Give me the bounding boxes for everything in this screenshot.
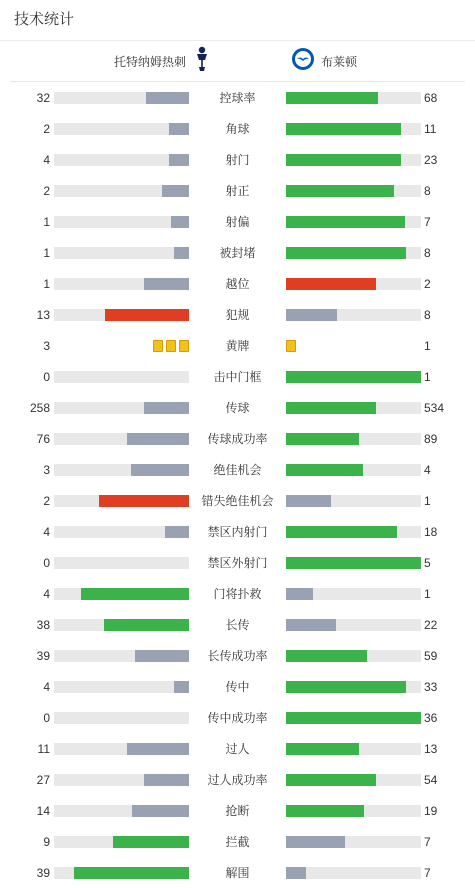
away-value: 8 [424, 184, 431, 198]
yellow-card-icon [179, 340, 189, 352]
away-bar-fill [286, 185, 394, 197]
stat-label: 射正 [225, 184, 250, 198]
home-bar-fill [127, 743, 189, 755]
home-value: 13 [36, 308, 50, 322]
home-value: 1 [43, 277, 50, 291]
away-bar-fill [286, 526, 397, 538]
stat-row [0, 338, 475, 354]
home-bar-fill [131, 464, 189, 476]
home-value: 32 [36, 91, 50, 105]
home-bar-track [54, 681, 189, 693]
stat-label: 击中门框 [213, 370, 262, 384]
home-bar-track [54, 867, 189, 879]
stat-row [0, 803, 475, 819]
home-value: 258 [29, 401, 50, 415]
away-bar-fill [286, 495, 331, 507]
stat-row [0, 90, 475, 106]
away-bar-fill [286, 867, 306, 879]
stat-row [0, 493, 475, 509]
home-value: 4 [43, 587, 50, 601]
away-bar-track [286, 185, 421, 197]
stat-label: 控球率 [219, 91, 256, 105]
stat-label: 长传成功率 [207, 649, 268, 663]
stat-label: 传球 [225, 401, 250, 415]
home-bar-fill [113, 836, 189, 848]
away-bar-fill [286, 681, 406, 693]
away-bar-track [286, 247, 421, 259]
home-value: 4 [43, 153, 50, 167]
home-bar-track [54, 526, 189, 538]
home-bar-fill [127, 433, 189, 445]
away-team-name: 布莱顿 [321, 54, 358, 69]
away-value: 8 [424, 308, 431, 322]
stat-row [0, 524, 475, 540]
stat-row [0, 586, 475, 602]
away-bar-track [286, 123, 421, 135]
home-bar-track [54, 588, 189, 600]
away-bar-track [286, 216, 421, 228]
stat-label: 长传 [225, 618, 250, 632]
home-value: 4 [43, 525, 50, 539]
home-bar-fill [169, 154, 189, 166]
away-bar-track [286, 402, 421, 414]
page-title: 技术统计 [0, 0, 475, 41]
yellow-card-icon [166, 340, 176, 352]
home-bar-track [54, 619, 189, 631]
away-bar-track [286, 464, 421, 476]
away-value: 33 [424, 680, 438, 694]
home-value: 2 [43, 494, 50, 508]
away-value: 1 [424, 370, 431, 384]
home-value: 0 [43, 370, 50, 384]
away-bar-fill [286, 278, 376, 290]
home-bar-fill [81, 588, 189, 600]
yellow-card-icon [286, 340, 296, 352]
away-bar-track [286, 588, 421, 600]
home-bar-fill [144, 278, 189, 290]
home-bar-fill [174, 681, 189, 693]
away-yellow-cards [286, 340, 296, 352]
home-team-name: 托特纳姆热刺 [113, 54, 186, 69]
away-bar-fill [286, 712, 421, 724]
tottenham-cockerel-icon [194, 45, 210, 78]
home-bar-track [54, 836, 189, 848]
away-bar-track [286, 309, 421, 321]
home-bar-fill [104, 619, 189, 631]
stat-label: 黄牌 [225, 339, 250, 353]
away-bar-fill [286, 247, 406, 259]
stat-row [0, 400, 475, 416]
home-value: 9 [43, 835, 50, 849]
away-bar-fill [286, 309, 337, 321]
home-bar-track [54, 402, 189, 414]
stat-label: 错失绝佳机会 [201, 494, 274, 508]
stat-label: 传中成功率 [207, 711, 268, 725]
away-value: 68 [424, 91, 438, 105]
stat-row [0, 555, 475, 571]
home-value: 0 [43, 556, 50, 570]
home-bar-track [54, 495, 189, 507]
home-bar-track [54, 216, 189, 228]
home-bar-track [54, 774, 189, 786]
stat-row [0, 679, 475, 695]
away-value: 11 [424, 122, 437, 136]
away-bar-track [286, 92, 421, 104]
stat-label: 越位 [225, 277, 250, 291]
away-bar-fill [286, 743, 359, 755]
away-value: 23 [424, 153, 438, 167]
stat-label: 过人成功率 [207, 773, 268, 787]
away-bar-fill [286, 123, 401, 135]
stat-row [0, 648, 475, 664]
away-bar-fill [286, 805, 364, 817]
away-value: 59 [424, 649, 438, 663]
away-team[interactable] [291, 41, 357, 81]
home-value: 3 [43, 339, 50, 353]
stat-label: 射门 [225, 153, 250, 167]
away-bar-track [286, 836, 421, 848]
away-value: 7 [424, 835, 431, 849]
home-value: 1 [43, 246, 50, 260]
stat-label: 解围 [225, 866, 250, 880]
away-value: 22 [424, 618, 438, 632]
home-bar-fill [99, 495, 189, 507]
stat-label: 过人 [225, 742, 250, 756]
stat-label: 角球 [225, 122, 250, 136]
away-bar-fill [286, 154, 401, 166]
stat-row [0, 276, 475, 292]
home-bar-fill [135, 650, 189, 662]
home-bar-fill [144, 774, 189, 786]
stat-row [0, 369, 475, 385]
home-value: 39 [36, 866, 50, 880]
home-value: 14 [36, 804, 50, 818]
stat-label: 传球成功率 [207, 432, 268, 446]
away-bar-track [286, 650, 421, 662]
home-value: 27 [36, 773, 50, 787]
away-bar-track [286, 371, 421, 383]
home-value: 11 [37, 742, 50, 756]
home-value: 39 [36, 649, 50, 663]
stat-row [0, 741, 475, 757]
away-value: 19 [424, 804, 438, 818]
stat-label: 被封堵 [219, 246, 256, 260]
stat-row [0, 245, 475, 261]
home-bar-fill [174, 247, 189, 259]
home-value: 76 [36, 432, 50, 446]
away-bar-track [286, 681, 421, 693]
away-bar-fill [286, 619, 336, 631]
home-bar-track [54, 154, 189, 166]
home-bar-track [54, 805, 189, 817]
away-bar-track [286, 495, 421, 507]
home-bar-track [54, 278, 189, 290]
away-bar-track [286, 526, 421, 538]
home-bar-track [54, 712, 189, 724]
away-bar-fill [286, 92, 378, 104]
away-value: 54 [424, 773, 438, 787]
home-bar-track [54, 433, 189, 445]
away-value: 1 [424, 494, 431, 508]
away-bar-fill [286, 464, 363, 476]
stat-row [0, 865, 475, 881]
home-bar-track [54, 247, 189, 259]
stat-label: 抢断 [225, 804, 250, 818]
home-bar-fill [132, 805, 189, 817]
stat-label: 拦截 [225, 835, 250, 849]
away-bar-track [286, 867, 421, 879]
away-value: 1 [424, 587, 431, 601]
away-bar-fill [286, 836, 345, 848]
stat-label: 犯规 [225, 308, 250, 322]
home-value: 4 [43, 680, 50, 694]
home-value: 2 [43, 184, 50, 198]
away-bar-fill [286, 216, 405, 228]
brighton-seagull-icon [291, 47, 315, 76]
away-bar-track [286, 712, 421, 724]
home-bar-fill [105, 309, 189, 321]
home-bar-track [54, 464, 189, 476]
home-value: 3 [43, 463, 50, 477]
home-bar-fill [144, 402, 189, 414]
home-bar-track [54, 743, 189, 755]
away-value: 18 [424, 525, 438, 539]
away-value: 89 [424, 432, 438, 446]
stat-row [0, 834, 475, 850]
stat-label: 禁区外射门 [207, 556, 268, 570]
home-bar-track [54, 92, 189, 104]
away-bar-track [286, 619, 421, 631]
away-bar-fill [286, 433, 359, 445]
stat-label: 绝佳机会 [213, 463, 262, 477]
away-bar-fill [286, 774, 376, 786]
stat-row [0, 121, 475, 137]
stat-row [0, 462, 475, 478]
home-value: 38 [36, 618, 50, 632]
home-yellow-cards [153, 340, 189, 352]
away-bar-fill [286, 371, 421, 383]
away-value: 7 [424, 866, 431, 880]
away-bar-fill [286, 588, 313, 600]
home-bar-fill [171, 216, 189, 228]
stat-row [0, 772, 475, 788]
stat-row [0, 431, 475, 447]
home-bar-track [54, 185, 189, 197]
stat-row [0, 710, 475, 726]
away-value: 13 [424, 742, 438, 756]
home-bar-track [54, 123, 189, 135]
away-bar-track [286, 774, 421, 786]
stat-row [0, 617, 475, 633]
away-bar-track [286, 805, 421, 817]
yellow-card-icon [153, 340, 163, 352]
home-value: 0 [43, 711, 50, 725]
home-bar-track [54, 309, 189, 321]
away-value: 36 [424, 711, 438, 725]
stat-row [0, 183, 475, 199]
stat-label: 射偏 [225, 215, 250, 229]
away-value: 534 [424, 401, 445, 415]
home-bar-fill [165, 526, 189, 538]
stat-row [0, 152, 475, 168]
away-value: 7 [424, 215, 431, 229]
away-value: 1 [424, 339, 431, 353]
stat-label: 传中 [225, 680, 250, 694]
home-bar-track [54, 371, 189, 383]
home-bar-fill [74, 867, 189, 879]
away-bar-track [286, 433, 421, 445]
team-header [10, 41, 465, 82]
stat-row [0, 214, 475, 230]
away-bar-fill [286, 402, 376, 414]
stat-row [0, 307, 475, 323]
away-bar-fill [286, 650, 367, 662]
away-value: 2 [424, 277, 431, 291]
away-bar-fill [286, 557, 421, 569]
home-bar-fill [146, 92, 189, 104]
home-bar-fill [169, 123, 189, 135]
home-value: 1 [43, 215, 50, 229]
home-bar-track [54, 557, 189, 569]
away-value: 4 [424, 463, 431, 477]
away-value: 5 [424, 556, 431, 570]
away-bar-track [286, 278, 421, 290]
home-team[interactable] [114, 41, 210, 81]
away-value: 8 [424, 246, 431, 260]
away-bar-track [286, 154, 421, 166]
away-bar-track [286, 743, 421, 755]
home-value: 2 [43, 122, 50, 136]
stat-label: 禁区内射门 [207, 525, 268, 539]
stat-label: 门将扑救 [213, 587, 262, 601]
home-bar-track [54, 650, 189, 662]
home-bar-fill [162, 185, 189, 197]
away-bar-track [286, 557, 421, 569]
